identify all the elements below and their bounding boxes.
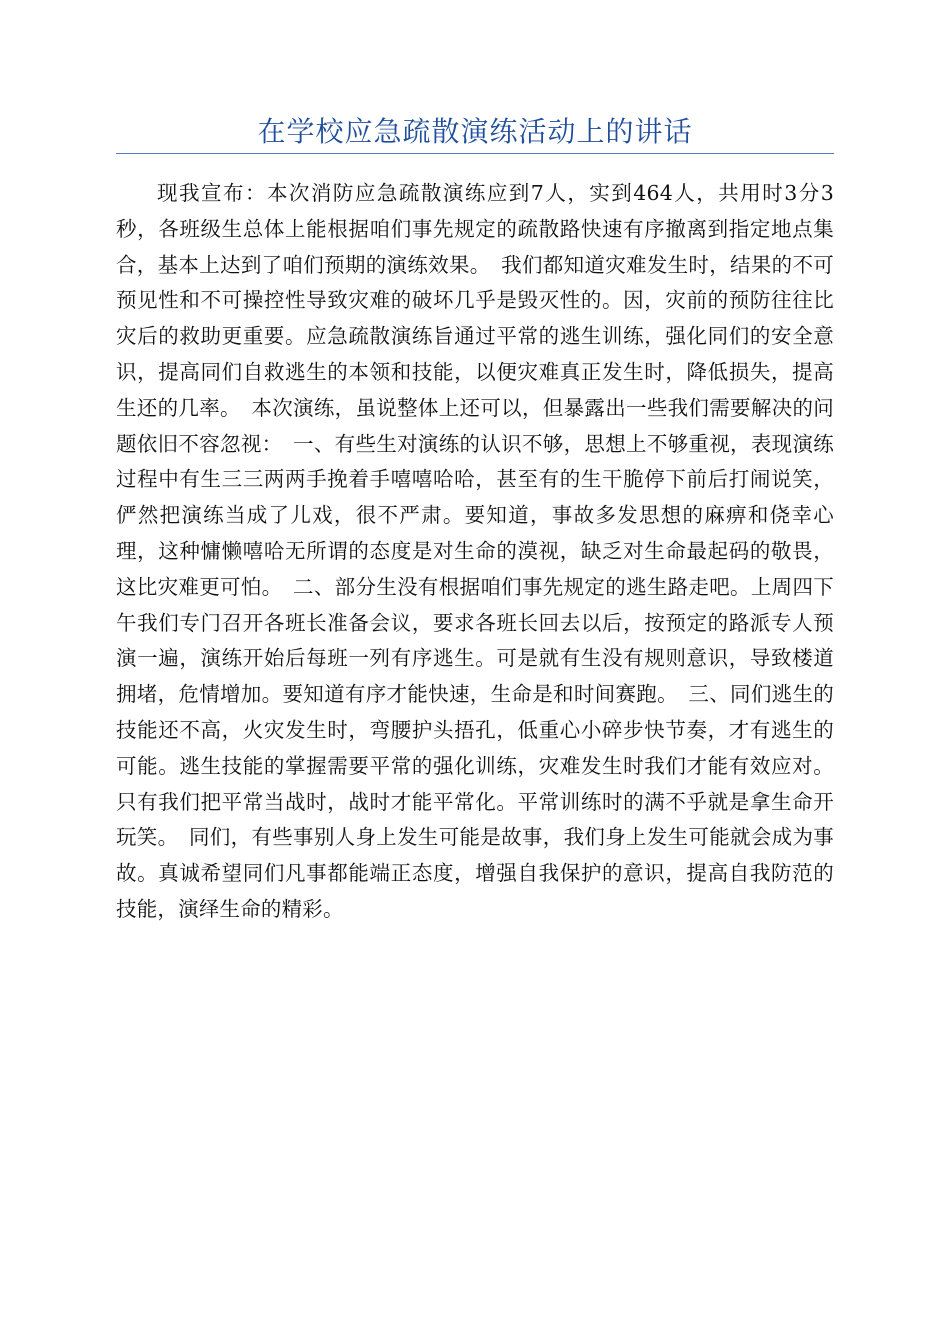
page-title: 在学校应急疏散演练活动上的讲话 xyxy=(257,115,693,148)
speech-body: 现我宣布：本次消防应急疏散演练应到7人，实到464人，共用时3分3秒，各班级生总体上能根据咱们事先规定的疏散路快速有序撤离到指定地点集合，基本上达到了咱们预期的演练效果。 我们都知道灾难发生时，结果的不可预见性和不可操控性导致灾难的破坏几乎是毁灭性的。因，灾前的预防往往比灾后的救助更重要。应急疏散演练旨通过平常的逃生训练，强化同们的安全意识，提高同们自救逃生的本领和技能，以便灾难真正发生时，降低损失，提高生还的几率。 本次演练，虽说整体上还可以，但暴露出一些我们需要解决的问题依旧不容忽视： 一、有些生对演练的认识不够，思想上不够重视，表现演练过程中有生三三两两手挽着手嘻嘻哈哈，甚至有的生干脆停下前后打闹说笑，俨然把演练当成了儿戏，很不严肃。要知道，事故多发思想的麻痹和侥幸心理，这种慵懒嘻哈无所谓的态度是对生命的漠视，缺乏对生命最起码的敬畏，这比灾难更可怕。 二、部分生没有根据咱们事先规定的逃生路走吧。上周四下午我们专门召开各班长准备会议，要求各班长回去以后，按预定的路派专人预演一遍，演练开始后每班一列有序逃生。可是就有生没有规则意识，导致楼道拥堵，危情增加。要知道有序才能快速，生命是和时间赛跑。 三、同们逃生的技能还不高，火灾发生时，弯腰护头捂孔，低重心小碎步快节奏，才有逃生的可能。逃生技能的掌握需要平常的强化训练，灾难发生时我们才能有效应对。只有我们把平常当战时，战时才能平常化。平常训练时的满不乎就是拿生命开玩笑。 同们，有些事别人身上发生可能是故事，我们身上发生可能就会成为事故。真诚希望同们凡事都能端正态度，增强自我保护的意识，提高自我防范的技能，演绎生命的精彩。 xyxy=(116,181,834,921)
title-underline xyxy=(116,153,834,154)
